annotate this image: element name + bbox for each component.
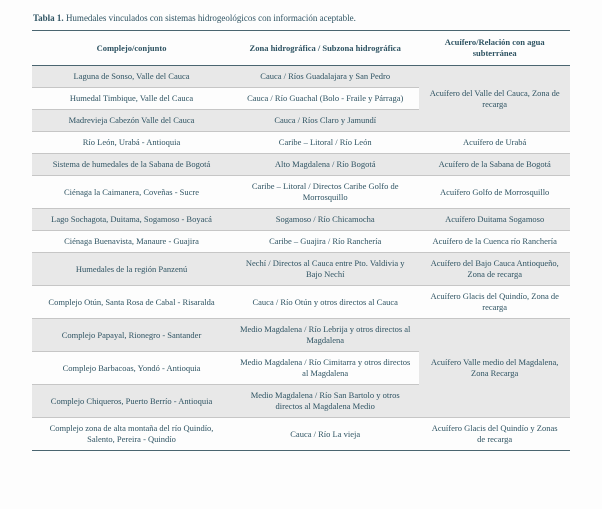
- cell-acuifero: Acuífero del Bajo Cauca Antioqueño, Zona de recarga: [419, 253, 570, 286]
- cell-acuifero: Acuífero del Valle del Cauca, Zona de recarga: [429, 87, 560, 109]
- cell-zona: Cauca / Ríos Guadalajara y San Pedro: [260, 71, 391, 81]
- caption-label: Tabla 1.: [33, 13, 64, 23]
- cell-acuifero: Acuífero de Urabá: [419, 132, 570, 154]
- cell-zona: Cauca / Río Guachal (Bolo - Fraile y Párraga): [231, 88, 419, 110]
- cell-complejo: Lago Sochagota, Duitama, Sogamoso - Boyacá: [32, 209, 231, 231]
- cell-zona: Caribe – Guajira / Río Ranchería: [231, 231, 419, 253]
- caption-text: Humedales vinculados con sistemas hidrogeológicos con información aceptable.: [65, 13, 356, 23]
- table-row: [32, 154, 570, 176]
- cell-zona: Alto Magdalena / Río Bogotá: [231, 154, 419, 176]
- table-row: [32, 319, 570, 352]
- table-row: [32, 209, 570, 231]
- cell-complejo: Complejo Otún, Santa Rosa de Cabal - Risaralda: [32, 286, 231, 319]
- table-row: [32, 66, 570, 88]
- cell-acuifero: Acuífero Valle medio del Magdalena, Zona Recarga: [419, 319, 570, 418]
- table-row: [32, 286, 570, 319]
- cell-zona: Caribe – Litoral / Río León: [231, 132, 419, 154]
- wetlands-table: [32, 30, 570, 451]
- col-header-zona: Zona hidrográfica / Subzona hidrográfica: [231, 31, 419, 66]
- cell-zona: Medio Magdalena / Río San Bartolo y otros directos al Magdalena Medio: [231, 385, 419, 418]
- cell-complejo: Río León, Urabá - Antioquia: [32, 132, 231, 154]
- cell-complejo: Complejo zona de alta montaña del río Quindío, Salento, Pereira - Quindío: [32, 418, 231, 451]
- cell-complejo: Madrevieja Cabezón Valle del Cauca: [32, 110, 231, 132]
- cell-acuifero: Acuífero Golfo de Morrosquillo: [419, 176, 570, 209]
- cell-complejo: Humedales de la región Panzenú: [32, 253, 231, 286]
- cell-acuifero: Acuífero Glacis del Quindío, Zona de recarga: [419, 286, 570, 319]
- cell-complejo: Complejo Barbacoas, Yondó - Antioquia: [32, 352, 231, 385]
- cell-acuifero: Acuífero de la Cuenca río Ranchería: [419, 231, 570, 253]
- table-row: [32, 176, 570, 209]
- table-row: [32, 418, 570, 451]
- cell-complejo: Humedal Timbique, Valle del Cauca: [32, 88, 231, 110]
- table-row: [32, 253, 570, 286]
- table-row: [32, 132, 570, 154]
- cell-complejo: Laguna de Sonso, Valle del Cauca: [73, 71, 190, 81]
- col-header-complejo: Complejo/conjunto: [32, 31, 231, 66]
- cell-complejo: Ciénaga la Caimanera, Coveñas - Sucre: [32, 176, 231, 209]
- cell-complejo: Ciénaga Buenavista, Manaure - Guajira: [32, 231, 231, 253]
- cell-complejo: Complejo Papayal, Rionegro - Santander: [32, 319, 231, 352]
- cell-zona: Cauca / Río Otún y otros directos al Cauca: [231, 286, 419, 319]
- cell-zona: Sogamoso / Río Chicamocha: [231, 209, 419, 231]
- cell-complejo: Sistema de humedales de la Sabana de Bogotá: [32, 154, 231, 176]
- cell-zona: Nechí / Directos al Cauca entre Pto. Valdivia y Bajo Nechí: [231, 253, 419, 286]
- col-header-acuifero: Acuífero/Relación con agua subterránea: [419, 31, 570, 66]
- table-caption: [33, 12, 570, 24]
- table-row: [32, 231, 570, 253]
- cell-acuifero: Acuífero Duitama Sogamoso: [419, 209, 570, 231]
- cell-complejo: Complejo Chiqueros, Puerto Berrío - Antioquia: [32, 385, 231, 418]
- cell-zona: Medio Magdalena / Río Cimitarra y otros directos al Magdalena: [231, 352, 419, 385]
- cell-zona: Cauca / Ríos Claro y Jamundí: [231, 110, 419, 132]
- cell-acuifero: Acuífero de la Sabana de Bogotá: [419, 154, 570, 176]
- cell-zona: Cauca / Río La vieja: [231, 418, 419, 451]
- header-row: [32, 31, 570, 66]
- cell-acuifero: Acuífero Glacis del Quindío y Zonas de recarga: [419, 418, 570, 451]
- cell-zona: Caribe – Litoral / Directos Caribe Golfo de Morrosquillo: [231, 176, 419, 209]
- cell-zona: Medio Magdalena / Río Lebrija y otros directos al Magdalena: [231, 319, 419, 352]
